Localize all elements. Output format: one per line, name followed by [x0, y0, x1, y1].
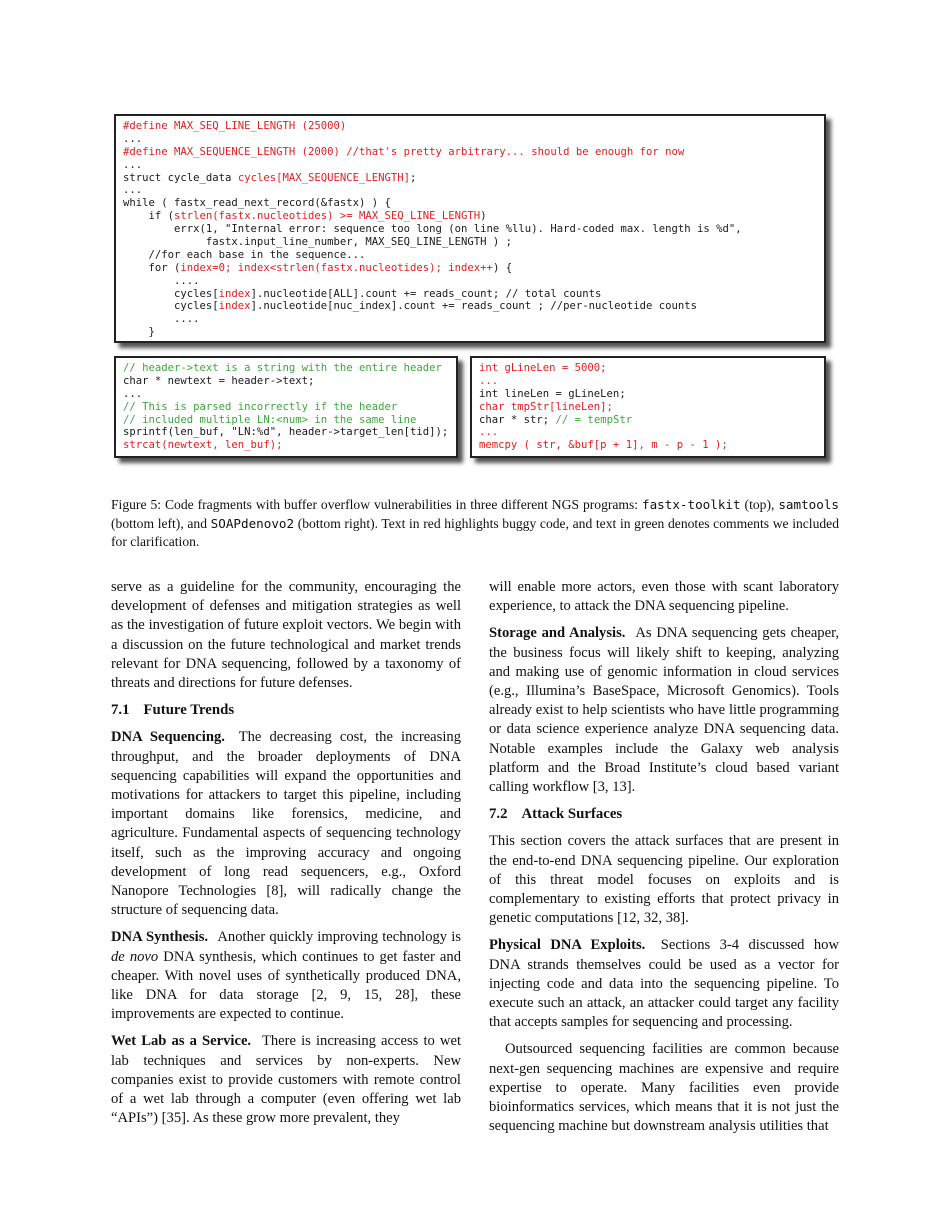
code-token: sprintf(len_buf, "LN:%d", header->target_len[tid]);: [123, 426, 449, 439]
section-number: 7.2: [489, 806, 508, 823]
code-line: [123, 159, 824, 172]
code-listing-fastx-toolkit: [114, 114, 826, 343]
code-line: [123, 120, 824, 133]
paragraph-storage-analysis: [489, 624, 839, 797]
code-token: ...: [123, 387, 143, 400]
section-title: Attack Surfaces: [521, 806, 623, 823]
code-token: char * str;: [479, 413, 556, 426]
paragraph-dna-sequencing: [111, 728, 461, 920]
code-token: strcat(newtext, len_buf);: [123, 439, 283, 452]
section-number: 7.1: [111, 702, 130, 719]
code-token: errx(1, "Internal error: sequence too long (on line %llu). Hard-coded max. length is %d",: [123, 223, 742, 236]
paragraph-body: The decreasing cost, the increasing throughput, and the broader deployments of DNA sequencing capabilities will expand the opportunities and motivations for attackers to target this pipeline, including important domains like forensics, medicine, and agriculture. Fundamental aspects of sequencing technology itself, such as the improving accuracy and ongoing development of long read sequencers, e.g., Oxford Nanopore Technologies [8], will radically change the structure of sequencing data.: [111, 729, 461, 919]
code-line: [479, 362, 824, 375]
code-line: [123, 184, 824, 197]
code-token: // included multiple LN:<num> in the same line: [123, 413, 417, 426]
paragraph-outsourced: Outsourced sequencing facilities are common because next-gen sequencing machines are expensive and require expertise to operate. Many facilities even provide bioinformatics services, which means that it is not just the sequencing machine but downstream analysis utilities that: [489, 1041, 839, 1135]
code-line: [123, 439, 456, 452]
code-token: ....: [123, 313, 200, 326]
code-token: #define MAX_SEQ_LINE_LENGTH (25000): [123, 120, 347, 132]
paragraph-physical-exploits: [489, 936, 839, 1032]
code-line: [123, 388, 456, 401]
emphasis-text: de novo: [111, 948, 159, 965]
figure-caption: [111, 496, 839, 552]
code-token: }: [123, 326, 155, 339]
code-line: [123, 197, 824, 210]
run-in-heading: Storage and Analysis.: [489, 625, 626, 642]
code-token: if (: [123, 210, 175, 223]
code-token: ...: [123, 184, 143, 197]
code-line: [123, 210, 824, 223]
caption-text: (bottom left), and: [111, 515, 211, 531]
code-line: [123, 414, 456, 427]
paragraph-body: Sections 3-4 discussed how DNA strands themselves could be used as a vector for injecting code and data into the sequencing pipeline. To execute such an attack, an attacker could target any facility that accepts samples for sequencing and processing.: [489, 937, 839, 1031]
code-token: //for each base in the sequence...: [123, 248, 366, 261]
code-listing-soapdenovo2: [470, 356, 826, 458]
code-token: ...: [479, 374, 499, 387]
continued-paragraph: will enable more actors, even those with scant laboratory experience, to attack the DNA sequencing pipeline.: [489, 579, 839, 615]
code-token: ...: [479, 426, 499, 439]
code-token: ...: [123, 132, 143, 145]
paragraph-attack-surfaces: This section covers the attack surfaces that are present in the end-to-end DNA sequencing pipeline. Our exploration of this threat model focuses on exploits and is complementary to existing efforts that protect privacy in genetic computations [12, 32, 38].: [489, 833, 839, 927]
code-line: [123, 236, 824, 249]
code-token: int gLineLen = 5000;: [479, 362, 607, 374]
code-line: [123, 223, 824, 236]
code-line: [123, 401, 456, 414]
code-line: [123, 326, 824, 339]
code-line: [123, 362, 456, 375]
caption-text: (bottom right). Text in red highlights buggy code, and text in green denotes comments we included for clarification.: [111, 515, 839, 550]
code-line: [479, 375, 824, 388]
code-line: [123, 288, 824, 301]
run-in-heading: DNA Synthesis.: [111, 929, 209, 946]
code-token: ): [480, 210, 487, 223]
code-line: [123, 146, 824, 159]
code-token: strlen(fastx.nucleotides) >= MAX_SEQ_LINE_LENGTH: [174, 210, 481, 223]
code-line: [123, 426, 456, 439]
code-token: int lineLen = gLineLen;: [479, 387, 626, 400]
code-token: cycles[MAX_SEQUENCE_LENGTH]: [237, 171, 411, 184]
section-title: Future Trends: [143, 702, 235, 719]
caption-text: Figure 5: Code fragments with buffer overflow vulnerabilities in three different NGS programs:: [111, 497, 643, 512]
caption-program-name: fastx-toolkit: [642, 497, 741, 512]
code-token: index: [218, 300, 251, 313]
code-token: ....: [123, 274, 200, 287]
section-heading: [111, 701, 461, 720]
intro-paragraph: serve as a guideline for the community, encouraging the development of defenses and mitigation strategies as well as the investigation of future exploit vectors. We begin with a discussion on the future technological and market trends relevant for DNA sequencing, followed by a taxonomy of threats and directions for future defenses.: [111, 579, 461, 692]
code-token: cycles[: [123, 300, 219, 313]
code-token: ) {: [492, 261, 513, 274]
code-token: cycles[: [123, 287, 219, 300]
code-token: // This is parsed incorrectly if the header: [123, 400, 398, 413]
code-line: [479, 439, 824, 452]
run-in-heading: DNA Sequencing.: [111, 729, 225, 746]
code-token: ...: [123, 158, 143, 171]
paragraph-dna-synthesis: [111, 928, 461, 1024]
code-token: // = tempStr: [555, 413, 633, 426]
paragraph-body: As DNA sequencing gets cheaper, the business focus will likely shift to keeping, analyzing and making use of genomic information in cloud services (e.g., Illumina’s BaseSpace, Microsoft Genomics). Tools already exist to help scientists who have little programming or data science experience analyze DNA sequencing data. Notable examples include the Galaxy web analysis platform and the Broad Institute’s cloud based variant calling workflow [3, 13].: [489, 625, 839, 796]
code-token: index=0; index<strlen(fastx.nucleotides); index++: [180, 261, 493, 274]
code-line: [123, 249, 824, 262]
right-text-column: [489, 578, 839, 1144]
code-line: [123, 133, 824, 146]
code-line: [123, 275, 824, 288]
code-line: [123, 300, 824, 313]
paragraph-body: DNA synthesis, which continues to get faster and cheaper. With novel uses of synthetically produced DNA, like DNA for data storage [2, 9, 15, 28], these improvements are expected to continue.: [111, 948, 461, 1023]
code-token: char * newtext = header->text;: [123, 374, 315, 387]
code-token: // header->text is a string with the entire header: [123, 362, 442, 374]
caption-program-name: SOAPdenovo2: [210, 515, 295, 531]
code-token: ;: [410, 171, 417, 184]
code-token: memcpy ( str, &buf[p + 1], m - p - 1 );: [479, 439, 728, 452]
code-line: [479, 388, 824, 401]
code-line: [479, 401, 824, 414]
code-token: ].nucleotide[ALL].count += reads_count; // total counts: [250, 287, 602, 300]
section-heading: [489, 805, 839, 824]
code-token: #define MAX_SEQUENCE_LENGTH (2000) //that's pretty arbitrary... should be enough for now: [123, 145, 685, 158]
code-line: [479, 426, 824, 439]
code-token: index: [218, 287, 251, 300]
code-token: fastx.input_line_number, MAX_SEQ_LINE_LENGTH ) ;: [123, 236, 513, 249]
code-line: [123, 262, 824, 275]
code-token: while ( fastx_read_next_record(&fastx) ) {: [123, 197, 391, 210]
caption-text: (top),: [740, 497, 779, 512]
run-in-heading: Wet Lab as a Service.: [111, 1033, 252, 1050]
paragraph-body: Another quickly improving technology is: [217, 929, 461, 946]
paragraph-body: There is increasing access to wet lab techniques and services by non-experts. New companies exist to provide customers with remote control of a wet lab through a computer (even offering wet lab “APIs”) [35]. As these grow more prevalent, they: [111, 1033, 462, 1127]
code-line: [123, 375, 456, 388]
code-line: [479, 414, 824, 427]
left-text-column: [111, 578, 461, 1136]
paragraph-wet-lab: [111, 1032, 461, 1128]
code-token: for (: [123, 261, 181, 274]
caption-program-name: samtools: [778, 497, 839, 512]
run-in-heading: Physical DNA Exploits.: [489, 937, 646, 954]
code-line: [123, 313, 824, 326]
code-token: struct cycle_data: [123, 171, 238, 184]
code-listing-samtools: [114, 356, 458, 458]
code-token: ].nucleotide[nuc_index].count += reads_count ; //per-nucleotide counts: [250, 300, 698, 313]
code-token: char tmpStr[lineLen];: [479, 400, 613, 413]
code-line: [123, 172, 824, 185]
